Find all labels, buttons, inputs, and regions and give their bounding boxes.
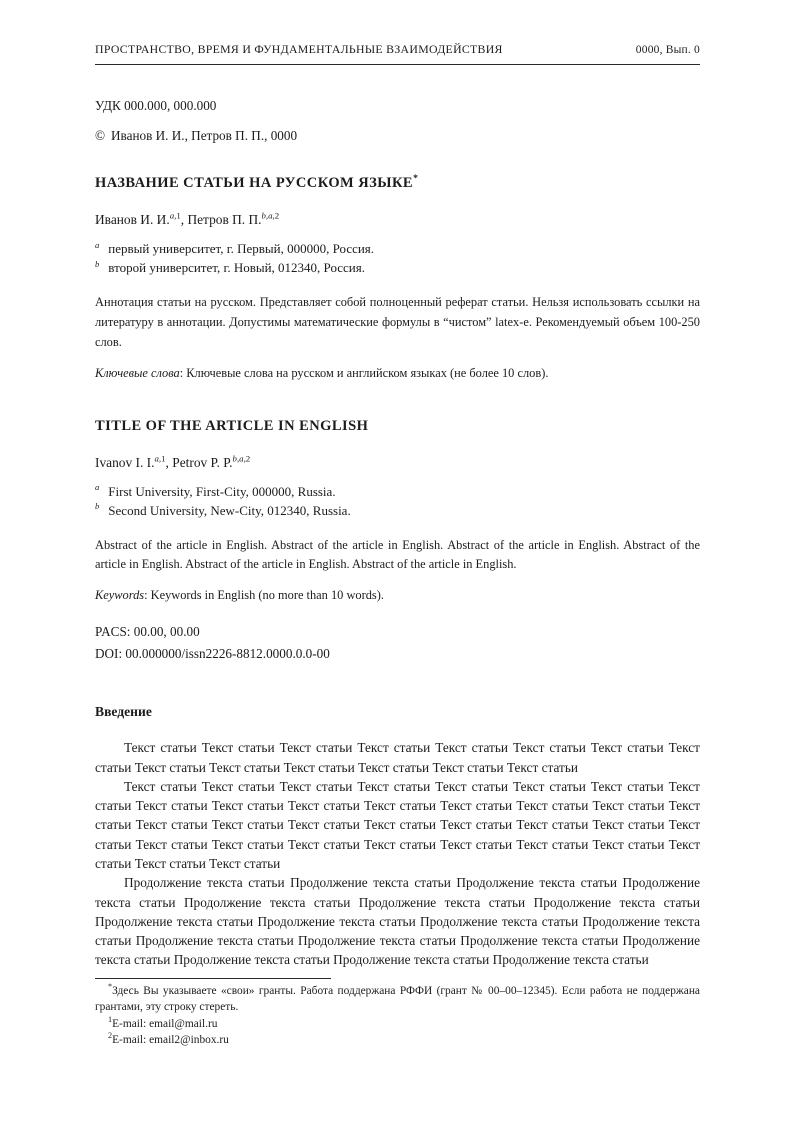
title-footnote-mark: *: [413, 173, 419, 185]
affiliation-row: [95, 241, 700, 257]
affiliation-row: [95, 484, 700, 500]
footnote-email-1: [95, 1016, 700, 1033]
affiliation-mark: a: [95, 482, 100, 493]
issue-label: 0000, Вып. 0: [635, 44, 700, 56]
keywords-text: : Keywords in English (no more than 10 words).: [144, 588, 384, 603]
author-name: Петров П. П.: [187, 212, 262, 227]
authors-separator: ,: [165, 454, 173, 470]
doi-line: DOI: 00.000000/issn2226-8812.0000.0.0-00: [95, 646, 330, 662]
authors-russian: [95, 212, 700, 228]
footnote-text: E-mail: email2@inbox.ru: [112, 1034, 229, 1047]
affiliation-text: First University, First-City, 000000, Russia.: [108, 483, 336, 499]
abstract-russian: Аннотация статьи на русском. Представляет собой полноценный реферат статьи. Нельзя использовать ссылки на литературу в аннотации. Допустимы математические формулы в “чистом” latex-е. Рекомендуемый объем 100-250 слов.: [95, 295, 700, 349]
affiliation-text: второй университет, г. Новый, 012340, Россия.: [108, 260, 365, 275]
keywords-english: [95, 588, 700, 603]
article-title-english: TITLE OF THE ARTICLE IN ENGLISH: [95, 417, 369, 434]
footnote-mark: 2: [108, 1031, 113, 1041]
author-superscript: b,a,2: [261, 210, 280, 221]
pacs-line: PACS: 00.00, 00.00: [95, 624, 200, 640]
keywords-russian: [95, 366, 700, 381]
author-name: Petrov P. P.: [172, 454, 233, 470]
author-name: Иванов И. И.: [95, 212, 170, 227]
footnote-separator-rule: [95, 978, 331, 979]
footnote-grant: [95, 983, 700, 1016]
author-superscript: a,1: [169, 210, 181, 221]
footnote-mark: *: [108, 981, 113, 991]
author-superscript: b,a,2: [232, 453, 251, 464]
authors-separator: ,: [180, 212, 188, 227]
running-head: [95, 42, 700, 65]
author-superscript: a,1: [154, 453, 166, 464]
affiliation-mark: b: [95, 258, 100, 269]
keywords-text: : Ключевые слова на русском и английском языках (не более 10 слов).: [179, 365, 549, 380]
identifiers: [95, 624, 700, 662]
copyright-line: [95, 128, 700, 144]
affiliation-mark: b: [95, 501, 100, 512]
copyright-icon: ©: [95, 128, 106, 143]
affiliations-english: [95, 484, 700, 519]
affiliations-russian: [95, 241, 700, 276]
footnote-email-2: [95, 1032, 700, 1049]
body-paragraph: Текст статьи Текст статьи Текст статьи Текст статьи Текст статьи Текст статьи Текст статьи Текст статьи Текст статьи Текст статьи Текст статьи Текст статьи Текст статьи Текст статьи: [95, 740, 700, 775]
article-title-russian-text: НАЗВАНИЕ СТАТЬИ НА РУССКОМ ЯЗЫКЕ: [95, 175, 414, 191]
udc-line: УДК 000.000, 000.000: [95, 98, 217, 113]
authors-english: [95, 455, 700, 471]
footnote-text: Здесь Вы указываете «свои» гранты. Работа поддержана РФФИ (грант № 00–00–12345). Если работа не поддержана грантами, эту строку стереть.: [95, 984, 700, 1014]
journal-name: ПРОСТРАНСТВО, ВРЕМЯ И ФУНДАМЕНТАЛЬНЫЕ ВЗАИМОДЕЙСТВИЯ: [95, 42, 503, 56]
affiliation-mark: a: [95, 239, 100, 250]
keywords-label: Keywords: [95, 588, 145, 603]
affiliation-text: первый университет, г. Первый, 000000, Россия.: [108, 241, 375, 256]
footnote-block: [95, 978, 700, 1049]
copyright-text: Иванов И. И., Петров П. П., 0000: [111, 128, 298, 143]
affiliation-row: [95, 503, 700, 519]
abstract-english: Abstract of the article in English. Abstract of the article in English. Abstract of the article in English. Abstract of the article in English. Abstract of the article in English. Abstract of the article in English.: [95, 537, 700, 572]
footnote-text: E-mail: email@mail.ru: [112, 1017, 218, 1030]
article-title-russian: [95, 175, 700, 192]
footnote-mark: 1: [108, 1014, 113, 1024]
keywords-label: Ключевые слова: [95, 365, 180, 380]
body-paragraph: Продолжение текста статьи Продолжение текста статьи Продолжение текста статьи Продолжение текста статьи Продолжение текста статьи Продолжение текста статьи Продолжение текста статьи Продолжение текста статьи Продолжение текста статьи Продолжение текста статьи Продолжение текста статьи Продолжение текста статьи Продолжение текста статьи Продолжение текста статьи Продолжение текста статьи Продолжение текста статьи Продолжение текста статьи Продолжение текста статьи: [95, 875, 700, 968]
body-paragraph: Текст статьи Текст статьи Текст статьи Текст статьи Текст статьи Текст статьи Текст статьи Текст статьи Текст статьи Текст статьи Текст статьи Текст статьи Текст статьи Текст статьи Текст статьи Текст статьи Текст статьи Текст статьи Текст статьи Текст статьи Текст статьи Текст статьи Текст статьи Текст статьи Текст статьи Текст статьи Текст статьи Текст статьи Текст статьи Текст статьи Текст статьи Текст статьи Текст статьи Текст статьи: [95, 778, 700, 871]
affiliation-text: Second University, New-City, 012340, Russia.: [108, 502, 351, 518]
author-name: Ivanov I. I.: [95, 454, 155, 470]
affiliation-row: [95, 260, 700, 276]
section-heading-introduction: Введение: [95, 704, 152, 720]
